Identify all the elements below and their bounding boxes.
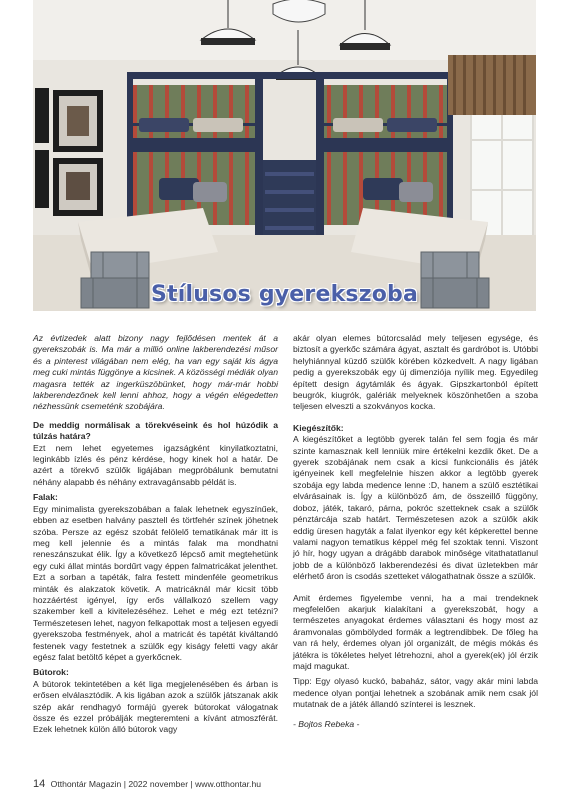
tip-paragraph: Tipp: Egy olyasó kuckó, babaház, sátor, vagy akár mini labda medence olyan pontjai lehetnek a szobának amik nem csak jól mutatnak de a játék állandó színterei is lesznek. [293, 676, 538, 710]
intro-paragraph: Az évtizedek alatt bizony nagy fejlődésen mentek át a gyerekszobák is. Ma már a millió online lakberendezési műsor és a pinterest világában nem elég, ha van egy saját kis ágya meg cuki mintás függönye a kicsinek. A közösségi médiák olyan magasra tették az ingerküszöbünket, hogy már-már hobbi lakberendezőnek kell lenni ahhoz, hogy a végén elégedetten nézhessünk csemeténk szobájára. [33, 333, 278, 412]
paragraph: A kiegészítőket a legtöbb gyerek talán fel sem fogja és már szinte kamasznak kell lenniük mire értékelni kezdik őket. De a gyerek szobájának nem csak a kicsi funkcionális és játék igényeinek kell megfelelnie hiszen akkor a legtöbb gyerek szobája egy labda medence lenne :D, hanem a szülő esztétikai elvárásainak is. Így a különböző ám, de összeillő függöny, doboz, játék, takaró, párna, pokróc szetteknek csak a szülők pénztárcája szab határt. Természetesen azok a szülők akik eddig üresen hagyták a falat ilyenkor egy két képkerettel benne valami nagyon tematikus képpel még fel szoktak tenni. Viszont jó hír, hogy ugyan a drágább darabok minősége vitathatatlanul jobb de a különböző lakberendezési és divat üzletekben már elérhető áron is csodás szetteket válogathatnak össze a szülők. [293, 434, 538, 582]
walls-subheading: Falak: [33, 492, 58, 503]
paragraph: Amit érdemes figyelembe venni, ha a mai trendeknek megfelelően akarjuk kialakítani a gyerekszobát, hogy a természetes anyagokat érdemes választani és hogy most az áramvonalas gömbölyded formák a legtrendibbek. De főleg ha van rá hely, érdemes olyan jól organizált, de mégis mókás és játékra is tökéletes helyet létrehozni, ahol a gyerek(ek) jól érzik majd magukat. [293, 592, 538, 671]
author-signature: - Bojtos Rebeka - [293, 718, 360, 729]
right-text-column [293, 333, 538, 734]
page-number: 14 [33, 778, 46, 790]
question-heading: De meddig normálisak a törekvéseink és hol húzódik a túlzás határa? [33, 419, 278, 442]
paragraph: A bútorok tekintetében a két liga megjelenésében és árban is erősen elválasztódik. A kis ligában azok a szülők játszanak akik szép akár rendhagyó formájú gyerek bútorokat válogatnak össze és ezzel próbálják megteremteni a kívánt atmoszférát. Ezek lehetnek külön álló bútorok vagy [33, 678, 278, 735]
footer-text: Otthontár Magazin | 2022 november | www.otthontar.hu [50, 779, 261, 789]
paragraph: Ezt nem lehet egyetemes igazságként kinyilatkoztatni, leginkább ízlés és pénz kérdése, hogy kinek hol a határ. De azért a törekvő szülők ligájában megpróbálunk bemutatni néhány alapabb és néhány extravagánsabb példát is. [33, 442, 278, 487]
paragraph: Egy minimalista gyerekszobában a falak lehetnek egyszínűek, ebben az esetben halvány pasztell és törtfehér színek jöhetnek szóba. Persze az egész szobát felölelő tematikának már itt is meg kell jelennie és a mintás falak ma mondhatni reneszánszukat élik. Így a következő lépcső amit megtehetünk egy cuki állat mintás bordűrt vagy éppen falmatricákat jelenthet. Ezt a sorban a tapéták, falra festett mindenféle geometrikus minták és alakzatok követik. A matricáknál már kicsit több hozzáértést igényel, így erős vállalkozó szellem vagy szakember kell a kivitelezéséhez. Lehet e még ezt tetézni? Természetesen lehet, nagyon felkapottak most a teljesen egyedi gyerekszoba festmények, ahol a matricát és tapétát kiváltandó festenek vagy festetnek a szülők egy kiságy feletti vagy akár egész falat betöltő képet a gyerkőcnek. [33, 503, 278, 662]
bunk-bed-room-photo [33, 0, 536, 311]
paragraph: akár olyan elemes bútorcsalád mely teljesen egysége, és biztosít a gyerkőc számára ágyat, asztalt és gardróbot is. Utóbbi helyhiánnyal küzdő szülők körében közkedvelt. A nagy ligában pedig a gyerekszobák egy új dimenziója nyílik meg. Egyedileg épített design ágytámlák és ágyak. Gipszkartonból épített beugrók, kiugrók, galériák melyeknek köszönhetően a szoba teljesen elveszti a szokványos kocka. [293, 333, 538, 412]
page-footer [33, 778, 536, 790]
furniture-subheading: Bútorok: [33, 667, 69, 678]
accessories-subheading: Kiegészítők: [293, 422, 344, 433]
article-title: Stílusos gyerekszoba [150, 282, 419, 307]
left-text-column [33, 333, 278, 740]
